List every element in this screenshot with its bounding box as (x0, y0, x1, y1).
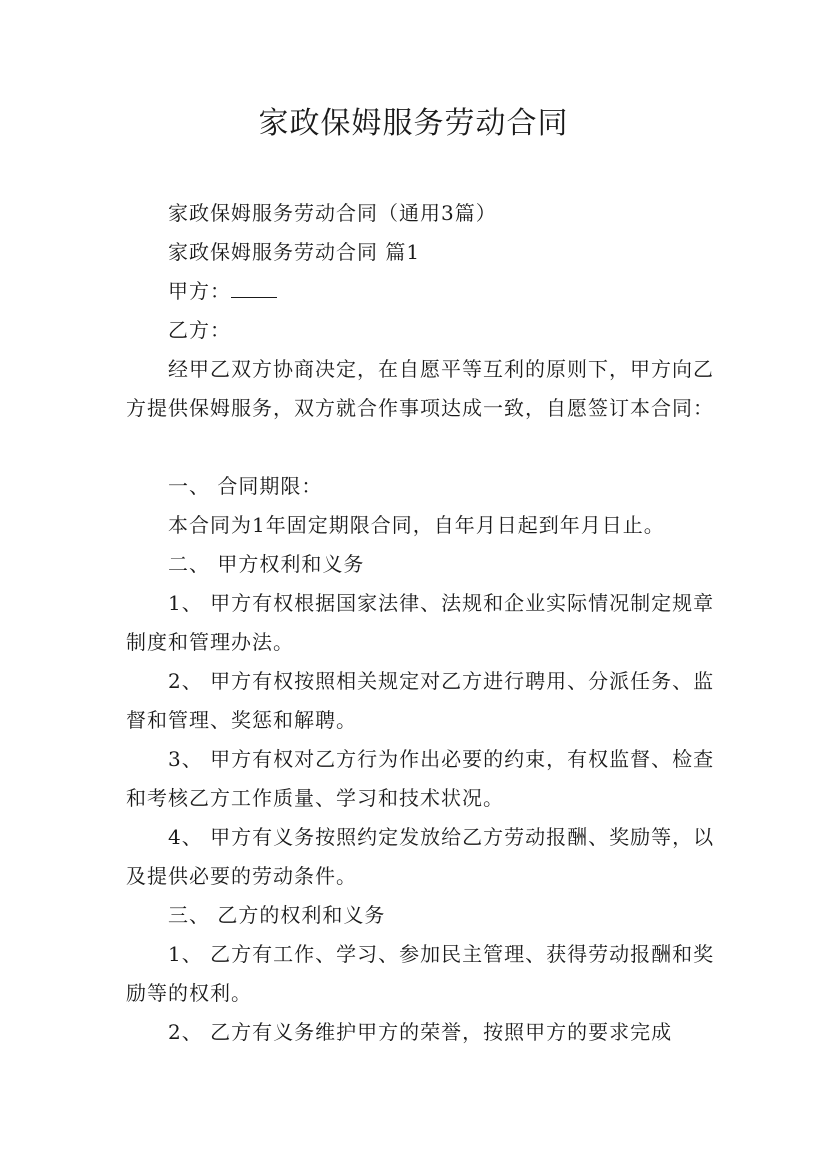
paragraph-party-a (126, 272, 716, 311)
paragraph-party-b-duty-2: 2、 乙方有义务维护甲方的荣誉，按照甲方的要求完成 (126, 1020, 673, 1044)
paragraph-section-1-heading: 一、 合同期限： (126, 474, 323, 498)
paragraph-party-a-right-3: 3、 甲方有权对乙方行为作出必要的约束，有权监督、检查和考核乙方工作质量、学习和技术状况。 (126, 747, 715, 810)
paragraph-party-b: 乙方： (126, 318, 231, 342)
paragraph-contract-term: 本合同为1年固定期限合同，自年月日起到年月日止。 (126, 513, 665, 537)
paragraph-party-a-duty-4: 4、 甲方有义务按照约定发放给乙方劳动报酬、奖励等，以及提供必要的劳动条件。 (126, 825, 715, 888)
party-a-label: 甲方： (126, 279, 231, 303)
paragraph-subtitle: 家政保姆服务劳动合同（通用3篇） (126, 201, 497, 225)
paragraph-party-a-right-1: 1、 甲方有权根据国家法律、法规和企业实际情况制定规章制度和管理办法。 (126, 591, 715, 654)
party-a-blank-line (231, 281, 277, 298)
paragraph-preamble: 经甲乙双方协商决定，在自愿平等互利的原则下，甲方向乙方提供保姆服务，双方就合作事项达成一致，自愿签订本合同： (126, 357, 714, 420)
document-title: 家政保姆服务劳动合同 (258, 106, 569, 141)
paragraph-section-2-heading: 二、 甲方权利和义务 (126, 552, 365, 576)
paragraph-party-a-right-2: 2、 甲方有权按照相关规定对乙方进行聘用、分派任务、监督和管理、奖惩和解聘。 (126, 669, 715, 732)
paragraph-part-heading: 家政保姆服务劳动合同 篇1 (126, 240, 421, 264)
paragraph-party-b-right-1: 1、 乙方有工作、学习、参加民主管理、获得劳动报酬和奖励等的权利。 (126, 942, 715, 1005)
paragraph-section-3-heading: 三、 乙方的权利和义务 (126, 903, 386, 927)
